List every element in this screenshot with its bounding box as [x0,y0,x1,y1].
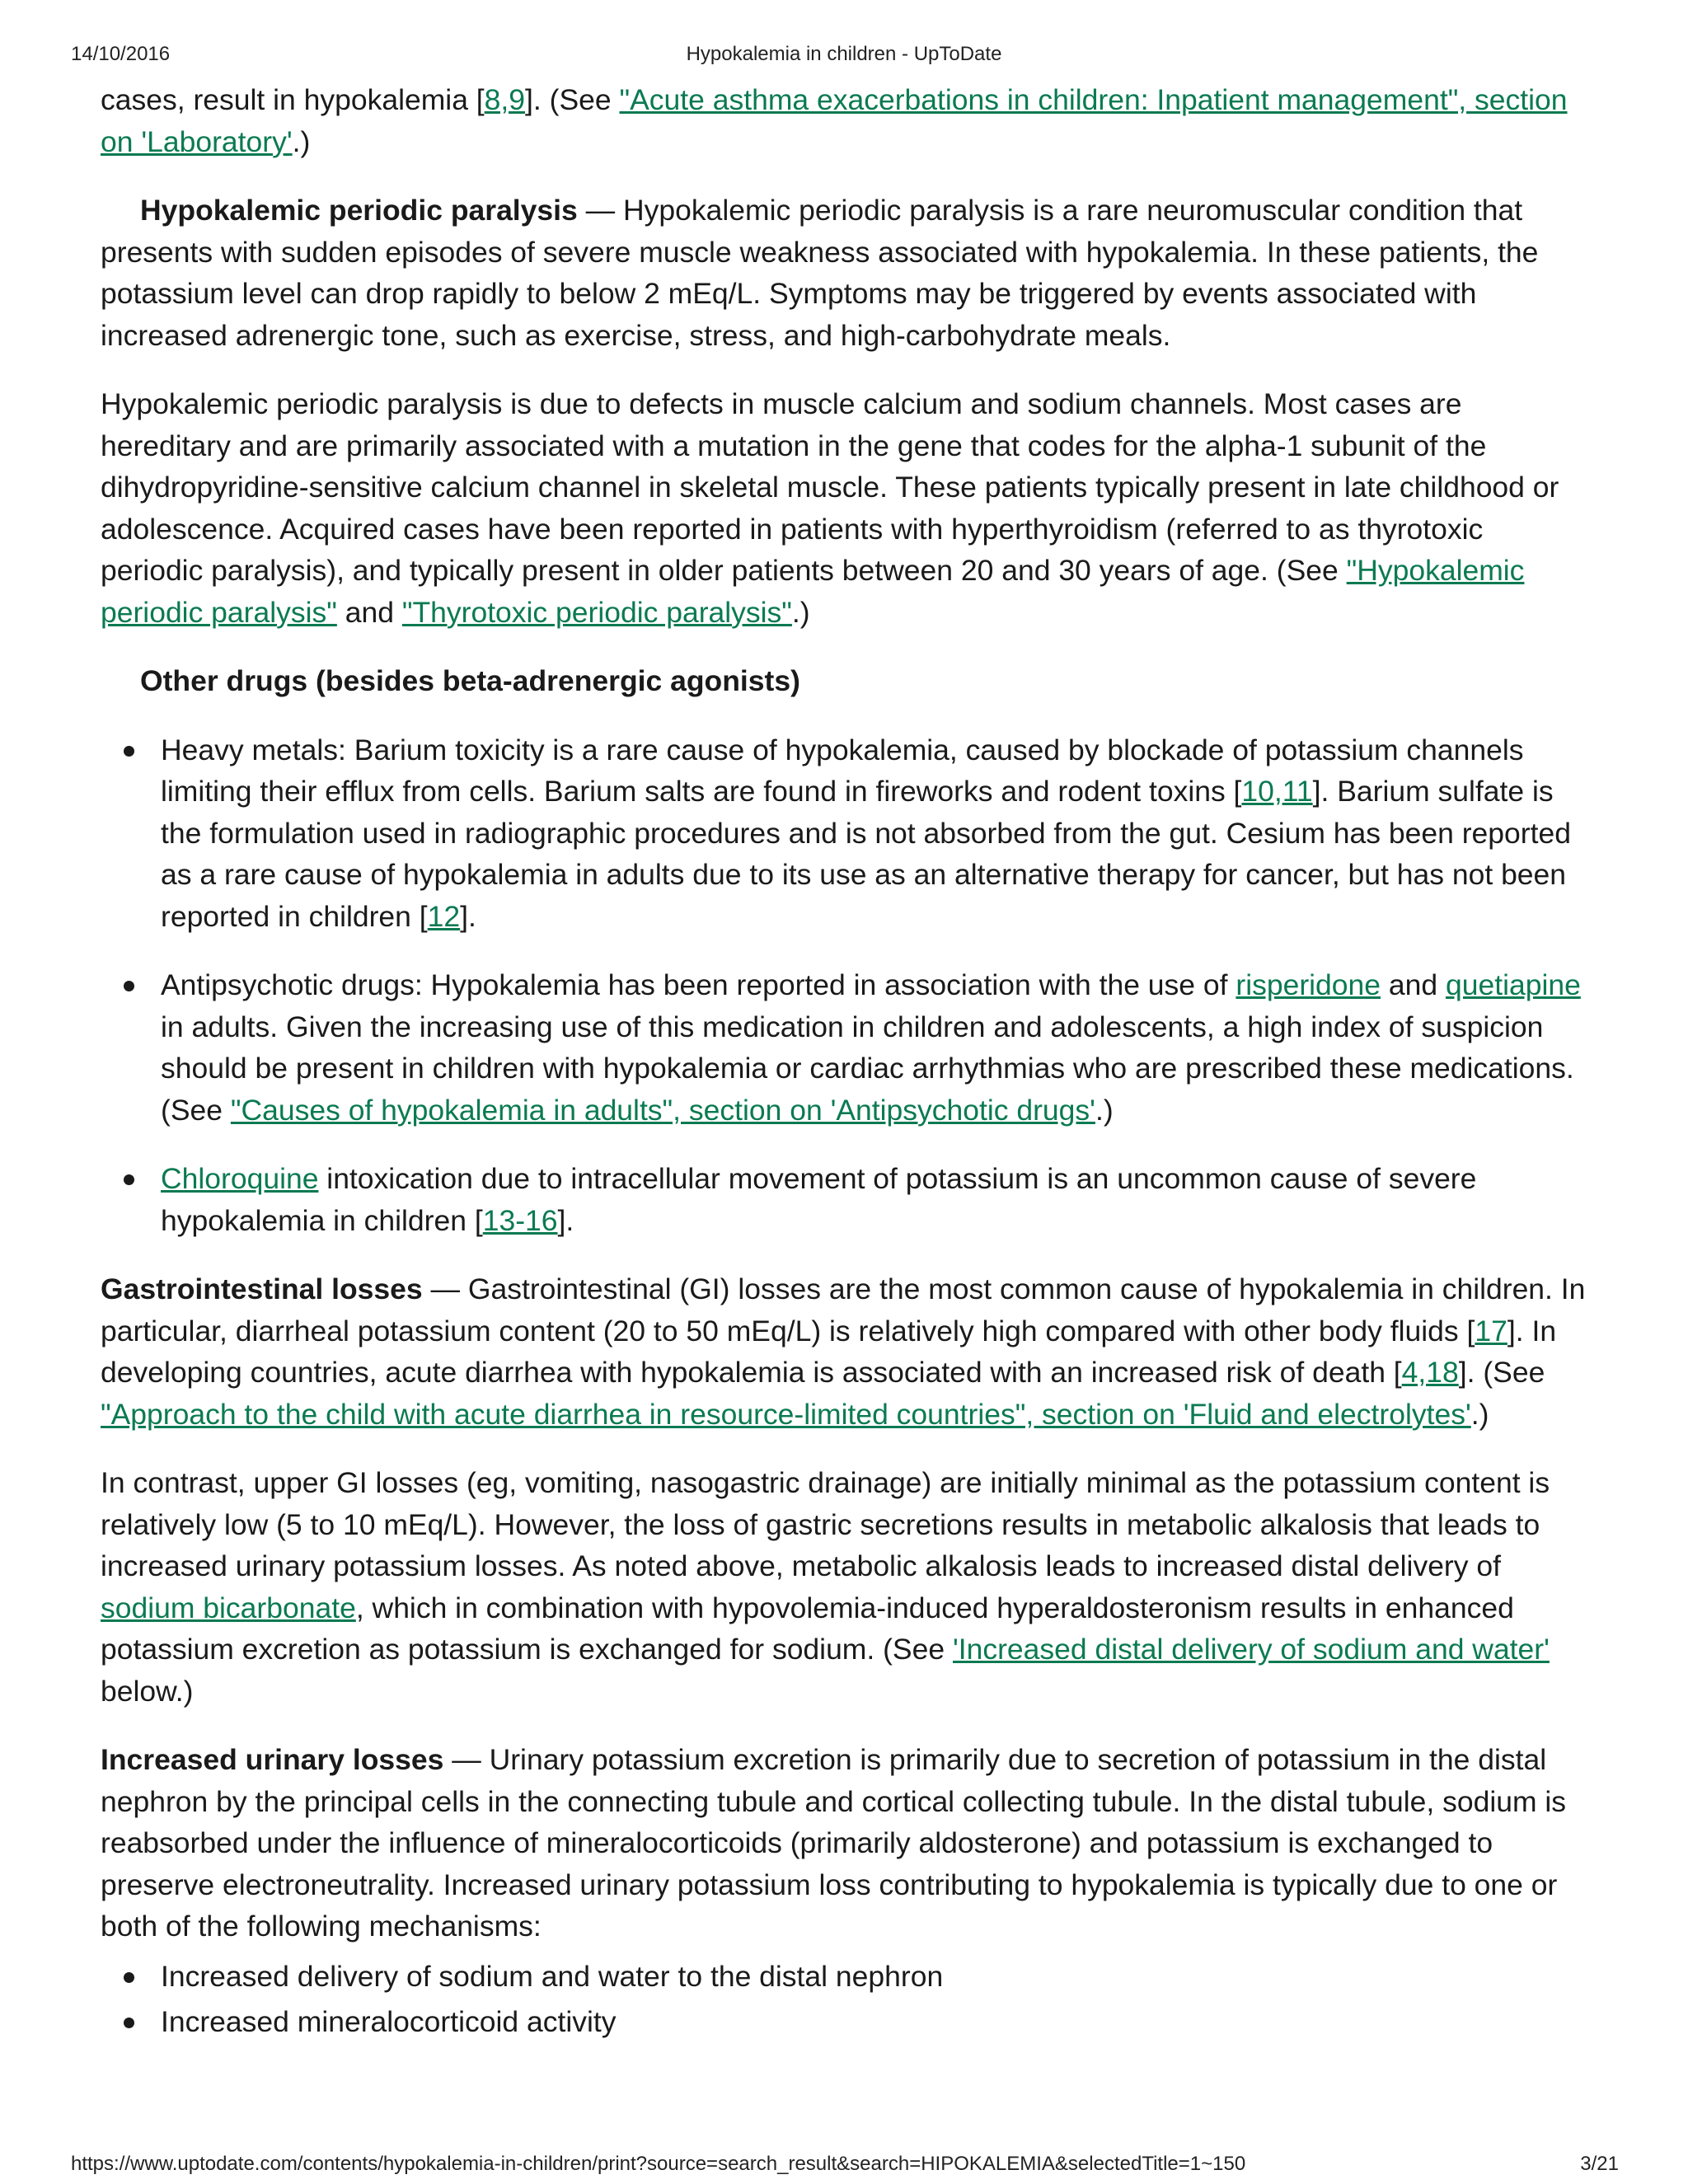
list-item-mineralocorticoid-activity: Increased mineralocorticoid activity [101,2001,1592,2043]
link-acute-asthma-inpatient[interactable]: "Acute asthma exacerbations in children: Inpatient management", section on 'Laboratory' [101,83,1568,158]
reference-link-4-18[interactable]: 4,18 [1401,1356,1459,1389]
page-number: 3/21 [1580,2153,1619,2175]
link-increased-distal-delivery[interactable]: 'Increased distal delivery of sodium and water' [952,1633,1550,1666]
section-heading-other-drugs: Other drugs (besides beta-adrenergic agonists) [140,664,800,697]
paragraph-gastrointestinal-losses: Gastrointestinal losses — Gastrointestinal (GI) losses are the most common cause of hypokalemia in children. In particular, diarrheal potassium content (20 to 50 mEq/L) is relatively high compared with other body fluids [17]. In developing countries, acute diarrhea with hypokalemia is associated with an increased risk of death [4,18]. (See "Approach to the child with acute diarrhea in resource-limited countries", section on 'Fluid and electrolytes'.) [101,1272,1586,1431]
drug-link-quetiapine[interactable]: quetiapine [1445,968,1581,1001]
paragraph-asthma-continuation: cases, result in hypokalemia [8,9]. (See "Acute asthma exacerbations in children: Inpatient management", section on 'Laboratory'.) [101,83,1568,158]
print-source-url: https://www.uptodate.com/contents/hypokalemia-in-children/print?source=search_result&search=HIPOKALEMIA&selectedTitle=1~150 [71,2153,1246,2175]
article-body [101,79,1592,2047]
link-hypokalemic-periodic-paralysis[interactable]: "Hypokalemic periodic paralysis" [101,554,1525,629]
paragraph-increased-urinary-losses: Increased urinary losses — Urinary potassium excretion is primarily due to secretion of potassium in the distal nephron by the principal cells in the connecting tubule and cortical collecting tubule. In the distal tubule, sodium is reabsorbed under the influence of mineralocorticoids (primarily aldosterone) and potassium is exchanged to preserve electroneutrality. Increased urinary potassium loss contributing to hypokalemia is typically due to one or both of the following mechanisms: [101,1743,1567,1943]
reference-link-10-11[interactable]: 10,11 [1241,775,1313,808]
paragraph-upper-gi-losses: In contrast, upper GI losses (eg, vomiting, nasogastric drainage) are initially minimal as the potassium content is relatively low (5 to 10 mEq/L). However, the loss of gastric secretions results in metabolic alkalosis that leads to increased urinary potassium losses. As noted above, metabolic alkalosis leads to increased distal delivery of sodium bicarbonate, which in combination with hypovolemia-induced hyperaldosteronism results in enhanced potassium excretion as potassium is exchanged for sodium. (See 'Increased distal delivery of sodium and water' below.) [101,1466,1550,1708]
reference-link-12[interactable]: 12 [427,899,461,933]
other-drugs-list [101,729,1592,1242]
urinary-mechanisms-list [101,1956,1592,2043]
reference-link-8-9[interactable]: 8,9 [484,83,526,116]
list-item-chloroquine: Chloroquine intoxication due to intracellular movement of potassium is an uncommon cause of severe hypokalemia in children [13-16]. [101,1158,1592,1241]
list-item-distal-delivery: Increased delivery of sodium and water to the distal nephron [101,1956,1592,1998]
section-heading-gastrointestinal-losses: Gastrointestinal losses [101,1272,423,1305]
list-item-antipsychotic-drugs: Antipsychotic drugs: Hypokalemia has been reported in association with the use of risperidone and quetiapine in adults. Given the increasing use of this medication in children and adolescents, a high index of suspicion should be present in children with hypokalemia or cardiac arrhythmias who are prescribed these medications. (See "Causes of hypokalemia in adults", section on 'Antipsychotic drugs'.) [101,964,1592,1131]
drug-link-chloroquine[interactable]: Chloroquine [161,1162,319,1195]
print-date: 14/10/2016 [71,43,171,65]
drug-link-sodium-bicarbonate[interactable]: sodium bicarbonate [101,1591,356,1624]
reference-link-13-16[interactable]: 13-16 [482,1203,558,1237]
link-thyrotoxic-periodic-paralysis[interactable]: "Thyrotoxic periodic paralysis" [401,595,792,629]
list-item-heavy-metals: Heavy metals: Barium toxicity is a rare cause of hypokalemia, caused by blockade of potassium channels limiting their efflux from cells. Barium salts are found in fireworks and rodent toxins [10,11]. Barium sulfate is the formulation used in radiographic procedures and is not absorbed from the gut. Cesium has been reported as a rare cause of hypokalemia in adults due to its use as an alternative therapy for cancer, but has not been reported in children [12]. [101,729,1592,938]
paragraph-hpp-etiology: Hypokalemic periodic paralysis is due to defects in muscle calcium and sodium channels. Most cases are hereditary and are primarily associated with a mutation in the gene that codes for the alpha-1 subunit of the dihydropyridine-sensitive calcium channel in skeletal muscle. These patients typically present in late childhood or adolescence. Acquired cases have been reported in patients with hyperthyroidism (referred to as thyrotoxic periodic paralysis), and typically present in older patients between 20 and 30 years of age. (See "Hypokalemic periodic paralysis" and "Thyrotoxic periodic paralysis".) [101,387,1559,629]
section-heading-hypokalemic-periodic-paralysis: Hypokalemic periodic paralysis [140,194,578,227]
link-acute-diarrhea-resource-limited[interactable]: "Approach to the child with acute diarrhea in resource-limited countries", section on 'Fluid and electrolytes' [101,1397,1471,1431]
link-causes-hypokalemia-adults[interactable]: "Causes of hypokalemia in adults", section on 'Antipsychotic drugs' [230,1093,1095,1127]
section-heading-increased-urinary-losses: Increased urinary losses [101,1743,444,1776]
reference-link-17[interactable]: 17 [1475,1314,1507,1347]
drug-link-risperidone[interactable]: risperidone [1236,968,1381,1001]
print-page-title: Hypokalemia in children - UpToDate [686,43,1002,65]
paragraph-hypokalemic-periodic-paralysis: Hypokalemic periodic paralysis — Hypokalemic periodic paralysis is a rare neuromuscular condition that presents with sudden episodes of severe muscle weakness associated with hypokalemia. In these patients, the potassium level can drop rapidly to below 2 mEq/L. Symptoms may be triggered by events associated with increased adrenergic tone, such as exercise, stress, and high-carbohydrate meals. [101,194,1539,352]
